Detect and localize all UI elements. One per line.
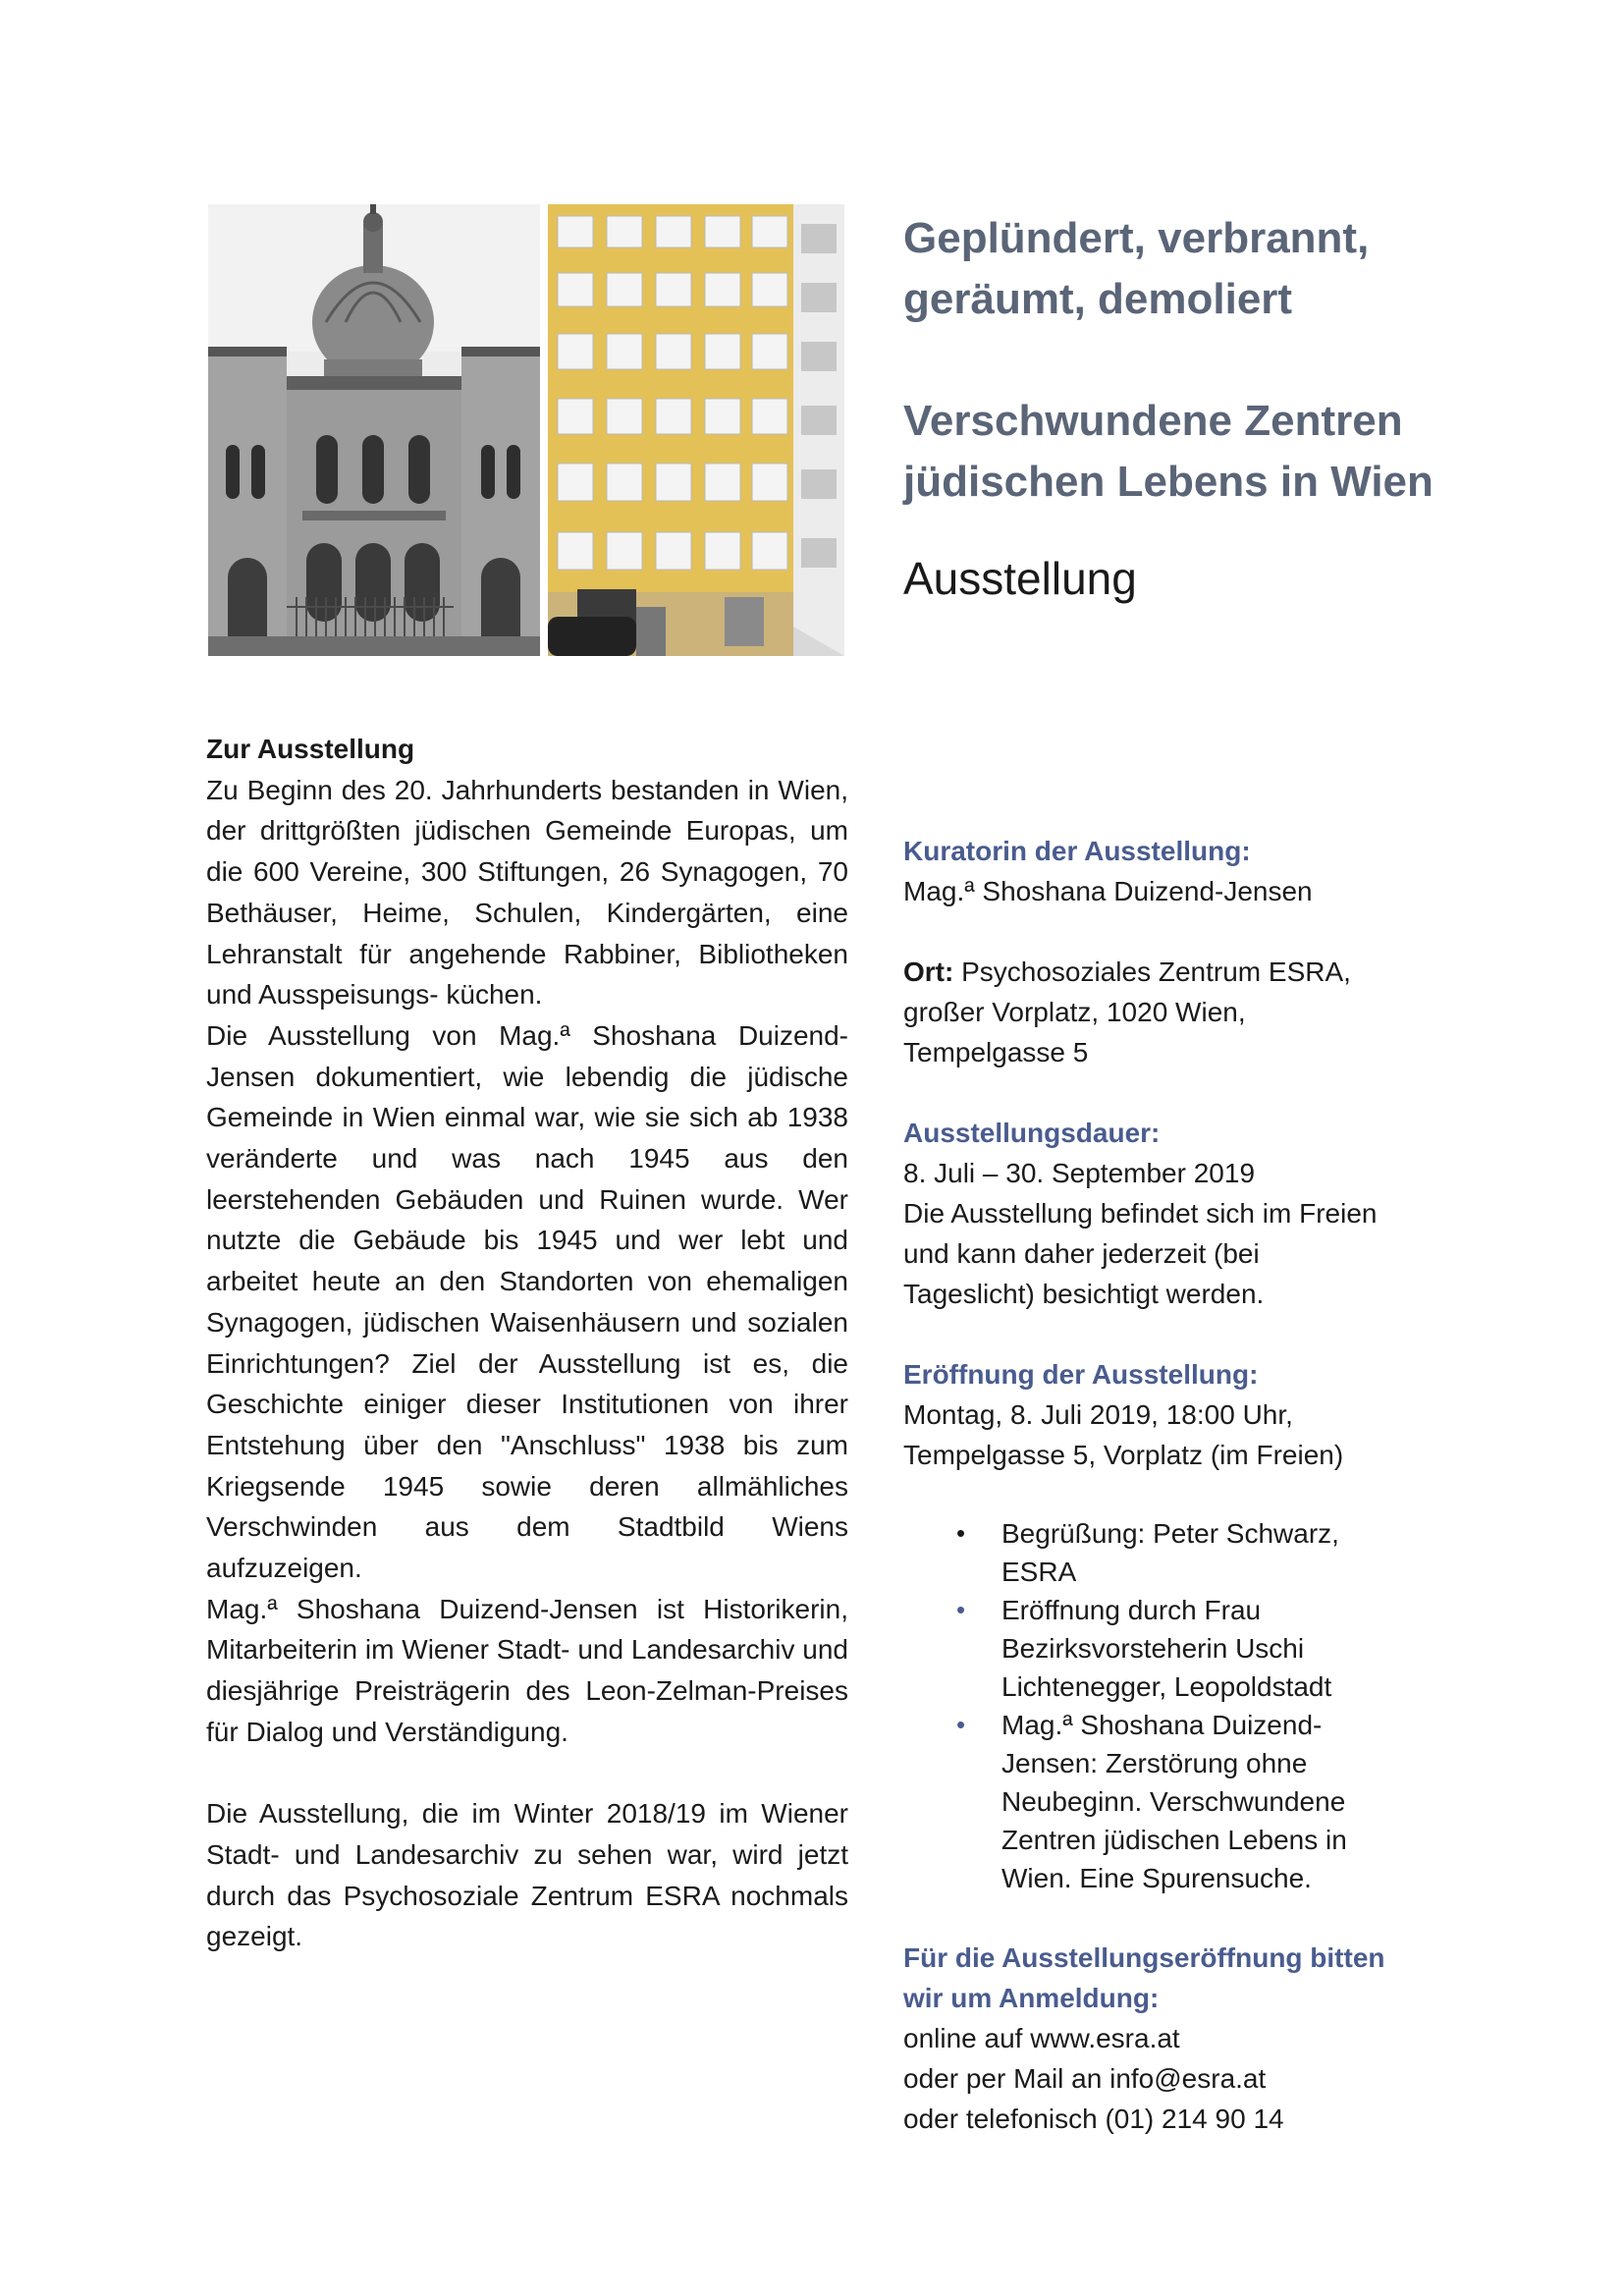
opening-line: Tempelgasse 5, Vorplatz (im Freien)	[903, 1440, 1344, 1470]
registration-block	[903, 1938, 1453, 2139]
exhibition-info-section	[903, 831, 1453, 2179]
location-line	[903, 952, 1453, 992]
list-item	[956, 1706, 1453, 1897]
about-exhibition-section	[206, 729, 848, 1957]
duration-note: und kann daher jederzeit (bei	[903, 1238, 1260, 1269]
paragraph-description: Die Ausstellung von Mag.ª Shoshana Duizend-Jensen dokumentiert, wie lebendig die jüdische Gemeinde in Wien einmal war, wie sie sich ab 1938 veränderte und was nach 1945 aus den leerstehenden Gebäuden und Ruinen wurde. Wer nutzte die Gebäude bis 1945 und wer lebt und arbeitet heute an den Standorten von ehemaligen Synagogen, jüdischen Waisenhäusern und sozialen Einrichtungen? Ziel der Ausstellung ist es, die Geschichte einiger dieser Institutionen von ihrer Entstehung über den "Anschluss" 1938 bis zum Kriegsende 1945 sowie deren allmähliches Verschwinden aus dem Stadtbild Wiens aufzuzeigen.	[206, 1019, 848, 1584]
list-item-line: Neubeginn. Verschwundene	[1001, 1786, 1346, 1817]
list-item-line: Bezirksvorsteherin Uschi	[1001, 1633, 1305, 1664]
duration-block	[903, 1113, 1453, 1314]
opening-program-list	[903, 1514, 1453, 1897]
registration-label: Für die Ausstellungseröffnung bitten	[903, 1942, 1385, 1973]
headline-line: geräumt, demoliert	[903, 275, 1293, 323]
historic-synagogue-illustration	[208, 204, 540, 656]
list-item-line: Jensen: Zerstörung ohne	[1001, 1748, 1308, 1778]
location-line: Tempelgasse 5	[903, 1037, 1089, 1067]
duration-label: Ausstellungsdauer:	[903, 1118, 1161, 1148]
section-title: Zur Ausstellung	[206, 734, 415, 764]
headline-line: Verschwundene Zentren	[903, 397, 1403, 445]
curator-label: Kuratorin der Ausstellung:	[903, 836, 1251, 866]
paragraph-intro: Zu Beginn des 20. Jahrhunderts bestanden in Wien, der drittgrößten jüdischen Gemeinde Europas, um die 600 Vereine, 300 Stiftungen, 26 Synagogen, 70 Bethäuser, Heime, Schulen, Kindergärten, eine Lehranstalt für angehende Rabbiner, Bibliotheken und Ausspeisungs- küchen.	[206, 774, 848, 1011]
list-item-line: Mag.ª Shoshana Duizend-	[1001, 1710, 1323, 1740]
opening-line: Montag, 8. Juli 2019, 18:00 Uhr,	[903, 1399, 1293, 1430]
location-text: Psychosoziales Zentrum ESRA,	[953, 957, 1351, 987]
bullet-icon: •	[956, 1710, 966, 1739]
registration-mail: oder per Mail an info@esra.at	[903, 2063, 1267, 2094]
location-label: Ort:	[903, 957, 954, 987]
registration-online: online auf www.esra.at	[903, 2023, 1180, 2053]
list-item-line: Wien. Eine Spurensuche.	[1001, 1863, 1312, 1893]
curator-name: Mag.ª Shoshana Duizend-Jensen	[903, 876, 1313, 906]
bullet-icon: •	[956, 1595, 966, 1624]
header-photos	[208, 204, 844, 656]
headline-title	[903, 208, 1453, 330]
list-item-line: Eröffnung durch Frau	[1001, 1595, 1262, 1625]
registration-phone: oder telefonisch (01) 214 90 14	[903, 2104, 1284, 2134]
location-line: großer Vorplatz, 1020 Wien,	[903, 997, 1246, 1027]
paragraph-curator-bio: Mag.ª Shoshana Duizend-Jensen ist Historikerin, Mitarbeiterin im Wiener Stadt- und Landesarchiv und diesjährige Preisträgerin des Leon-Zelman-Preises für Dialog und Verständigung.	[206, 1593, 848, 1747]
registration-label: wir um Anmeldung:	[903, 1983, 1160, 2013]
modern-building-illustration	[548, 204, 844, 656]
exhibition-type: Ausstellung	[903, 553, 1137, 604]
headline-subtitle	[903, 391, 1453, 513]
paragraph-history: Die Ausstellung, die im Winter 2018/19 im Wiener Stadt- und Landesarchiv zu sehen war, wird jetzt durch das Psychosoziale Zentrum ESRA nochmals gezeigt.	[206, 1798, 848, 1952]
list-item	[956, 1591, 1453, 1706]
curator-block	[903, 831, 1453, 911]
list-item-line: Lichtenegger, Leopoldstadt	[1001, 1671, 1332, 1702]
list-item-line: Zentren jüdischen Lebens in	[1001, 1825, 1347, 1855]
opening-block	[903, 1354, 1453, 1475]
bullet-icon: •	[956, 1518, 966, 1548]
duration-note: Die Ausstellung befindet sich im Freien	[903, 1198, 1378, 1229]
duration-note: Tageslicht) besichtigt werden.	[903, 1279, 1265, 1309]
list-item-line: ESRA	[1001, 1557, 1077, 1587]
duration-dates: 8. Juli – 30. September 2019	[903, 1158, 1256, 1188]
list-item-line: Begrüßung: Peter Schwarz,	[1001, 1518, 1339, 1549]
opening-label: Eröffnung der Ausstellung:	[903, 1359, 1259, 1390]
historic-synagogue-photo	[208, 204, 540, 656]
list-item	[956, 1514, 1453, 1591]
modern-building-photo	[548, 204, 844, 656]
headline-line: jüdischen Lebens in Wien	[903, 458, 1433, 506]
exhibition-headline	[903, 208, 1453, 513]
location-block	[903, 952, 1453, 1072]
headline-line: Geplündert, verbrannt,	[903, 214, 1370, 262]
